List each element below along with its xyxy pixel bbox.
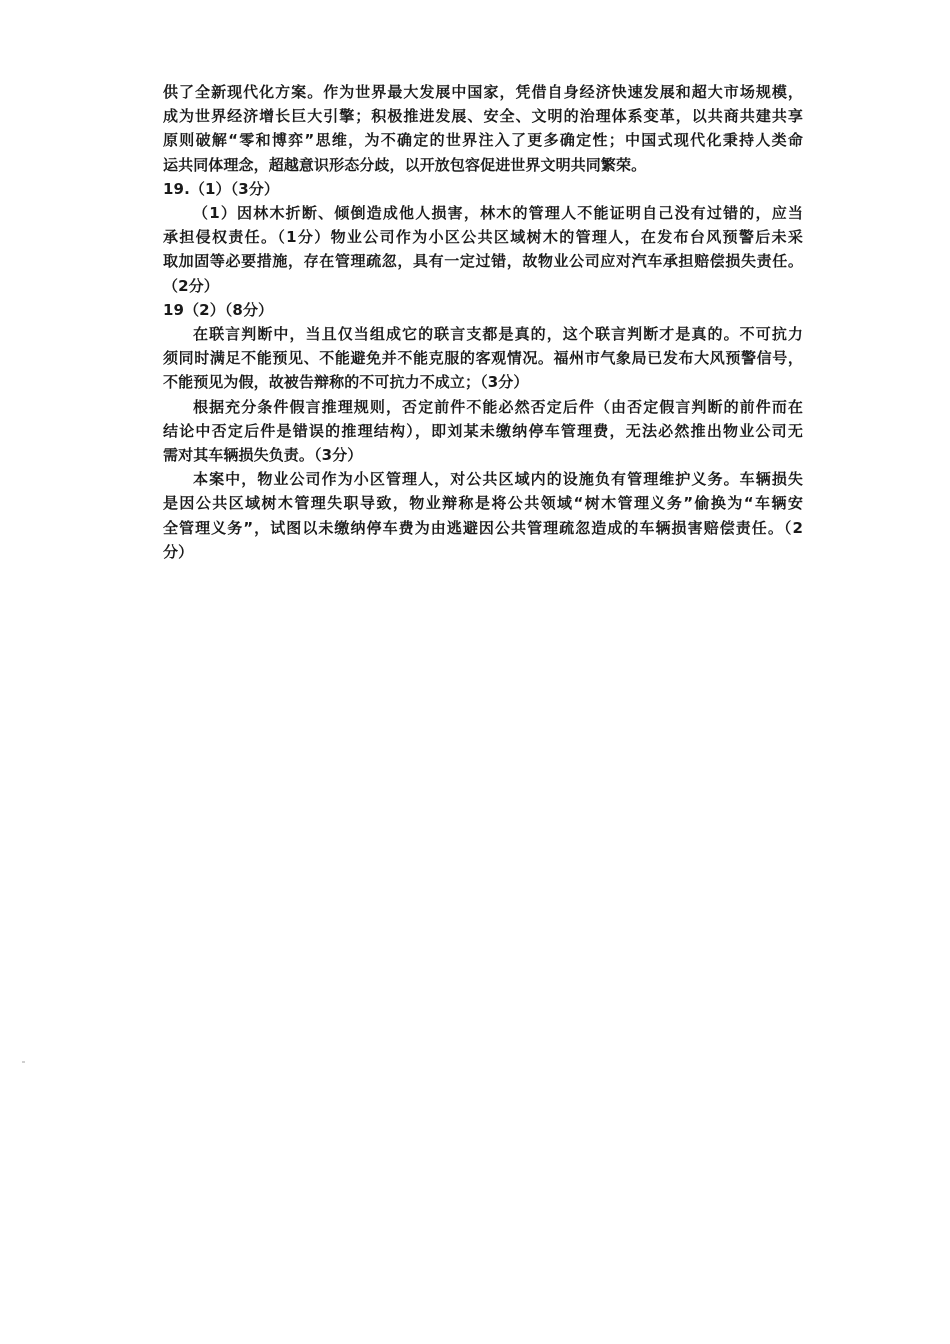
text-line: 须同时满足不能预见、不能避免并不能克服的客观情况。福州市气象局已发布大风预警信号， bbox=[163, 349, 803, 368]
scan-artifact bbox=[22, 1061, 25, 1063]
question-19-2-heading: 19（2）（8分） bbox=[163, 300, 274, 319]
question-19-1-answer bbox=[163, 201, 803, 298]
document-body bbox=[163, 80, 803, 564]
text-line: 成为世界经济增长巨大引擎；积极推进发展、安全、文明的治理体系变革，以共商共建共享 bbox=[163, 107, 803, 126]
intro-paragraph bbox=[163, 80, 803, 177]
text-line: 是因公共区域树木管理失职导致，物业辩称是将公共领域“树木管理义务”偷换为“车辆安 bbox=[163, 494, 803, 513]
text-line: （1）因林木折断、倾倒造成他人损害，林木的管理人不能证明自己没有过错的，应当 bbox=[193, 204, 803, 223]
text-line: （2分） bbox=[163, 276, 219, 295]
text-line: 全管理义务”，试图以未缴纳停车费为由逃避因公共管理疏忽造成的车辆损害赔偿责任。（2 bbox=[163, 518, 803, 537]
text-line: 分） bbox=[163, 542, 194, 561]
text-line: 结论中否定后件是错误的推理结构），即刘某未缴纳停车管理费，无法必然推出物业公司无 bbox=[163, 421, 803, 440]
text-line: 取加固等必要措施，存在管理疏忽，具有一定过错，故物业公司应对汽车承担赔偿损失责任。 bbox=[163, 252, 803, 271]
text-line: 不能预见为假，故被告辩称的不可抗力不成立；（3分） bbox=[163, 373, 529, 392]
text-line: 本案中，物业公司作为小区管理人，对公共区域内的设施负有管理维护义务。车辆损失 bbox=[193, 470, 803, 489]
text-line: 承担侵权责任。（1分）物业公司作为小区公共区域树木的管理人，在发布台风预警后未采 bbox=[163, 228, 803, 247]
text-line: 运共同体理念，超越意识形态分歧，以开放包容促进世界文明共同繁荣。 bbox=[163, 155, 647, 174]
question-19-2-paragraph-2 bbox=[163, 395, 803, 468]
question-19-1-heading: 19.（1）（3分） bbox=[163, 179, 279, 198]
text-line: 原则破解“零和博弈”思维，为不确定的世界注入了更多确定性；中国式现代化秉持人类命 bbox=[163, 131, 803, 150]
text-line: 在联言判断中，当且仅当组成它的联言支都是真的，这个联言判断才是真的。不可抗力 bbox=[193, 325, 803, 344]
text-line: 根据充分条件假言推理规则，否定前件不能必然否定后件（由否定假言判断的前件而在 bbox=[193, 397, 803, 416]
question-19-2-paragraph-1 bbox=[163, 322, 803, 395]
text-line: 供了全新现代化方案。作为世界最大发展中国家，凭借自身经济快速发展和超大市场规模， bbox=[163, 83, 803, 101]
text-line: 需对其车辆损失负责。（3分） bbox=[163, 446, 363, 465]
question-19-2-paragraph-3 bbox=[163, 467, 803, 564]
